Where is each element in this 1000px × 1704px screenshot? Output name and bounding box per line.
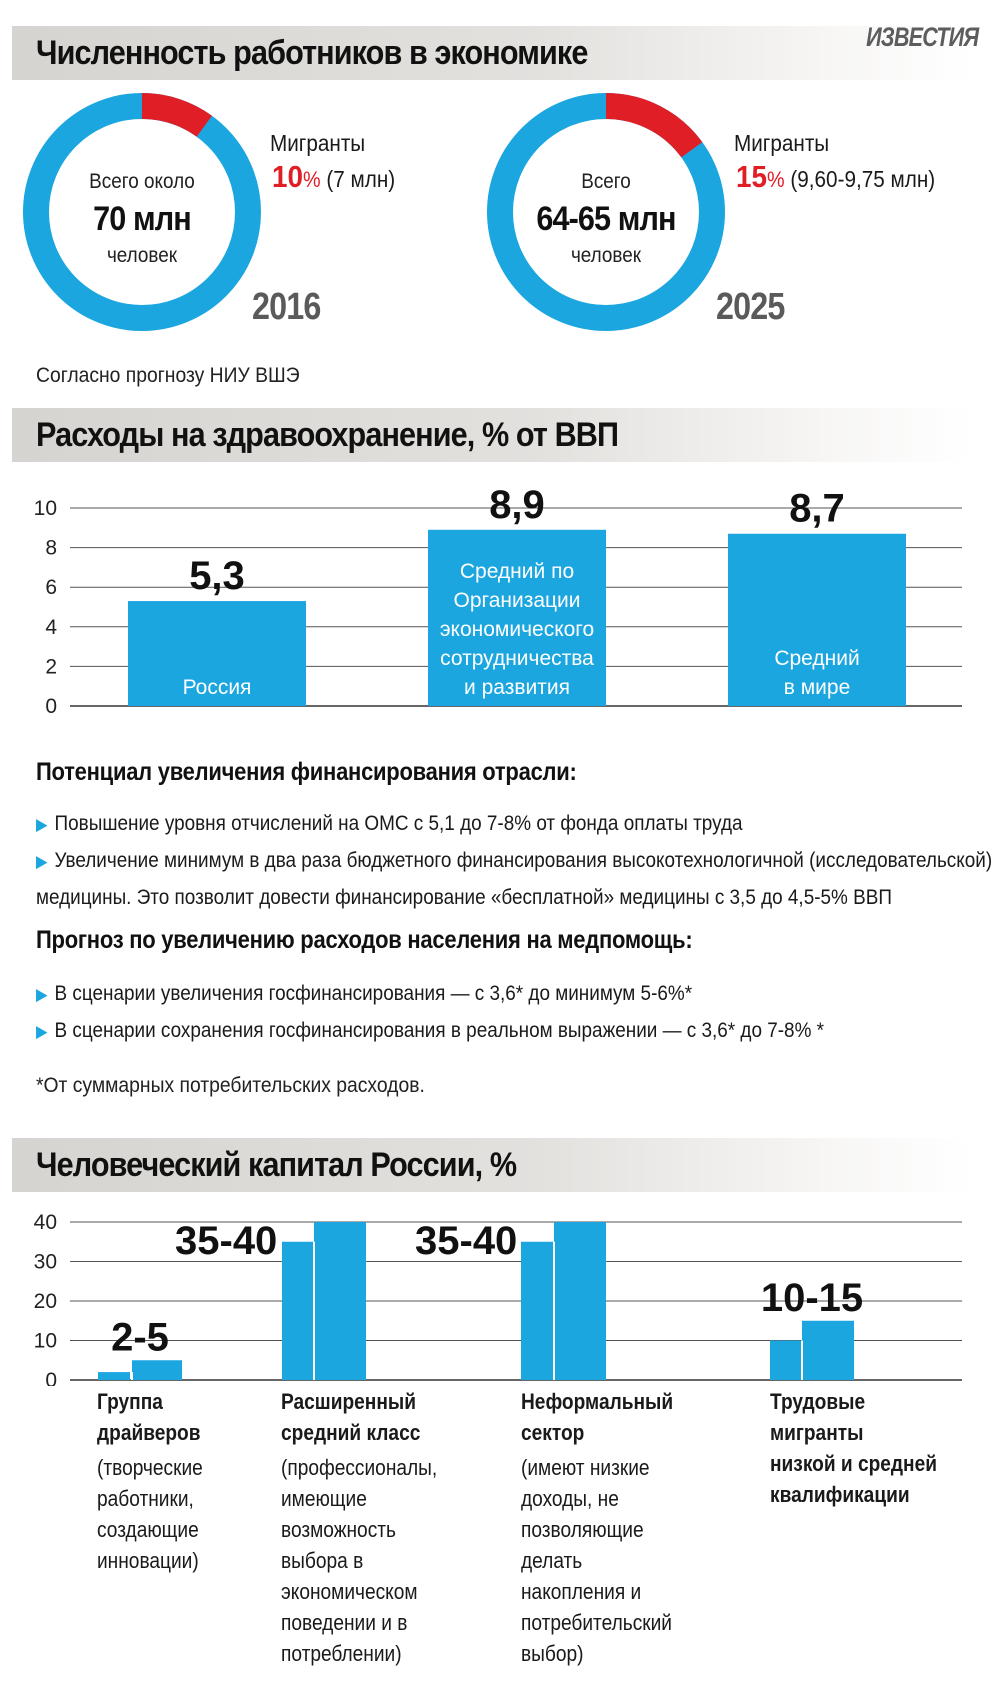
category-label-drivers — [97, 1386, 250, 1576]
brand-logo: ИЗВЕСТИЯ — [865, 22, 978, 52]
range-value-label: 2-5 — [111, 1315, 169, 1360]
bar-category-label: Средний — [774, 647, 860, 670]
range-value-label: 10-15 — [760, 1275, 864, 1320]
section-header-healthcare — [12, 408, 972, 462]
bullet-triangle-icon: ▶ — [36, 985, 48, 1004]
bar-min — [282, 1242, 314, 1380]
category-name-line: мигранты — [770, 1420, 864, 1445]
healthcare-bar-chart — [0, 478, 1000, 728]
bar-max — [554, 1222, 606, 1380]
category-label-informal-sector — [521, 1386, 691, 1669]
y-tick-label: 2 — [45, 655, 57, 679]
bullet-text: Увеличение минимум в два раза бюджетного финансирования высокотехнологичной (исследовательской) — [54, 848, 993, 872]
bar-category-label: Организации — [453, 589, 581, 612]
migrants-label-2025 — [734, 128, 829, 158]
donut-center-2016 — [42, 168, 242, 270]
bar-min — [98, 1372, 130, 1380]
bullet-triangle-icon: ▶ — [36, 815, 48, 834]
bullet-text: В сценарии сохранения госфинансирования в реальном выражении — с 3,6* до 7-8% * — [54, 1018, 825, 1042]
bar-category-label: Средний по — [459, 560, 575, 583]
source-note: Согласно прогнозу НИУ ВШЭ — [36, 364, 300, 387]
category-name-line: квалификации — [770, 1482, 910, 1507]
section-title: Расходы на здравоохранение, % от ВВП — [36, 416, 619, 454]
bullet-triangle-icon: ▶ — [36, 852, 48, 871]
bullet-text: В сценарии увеличения госфинансирования — с 3,6* до минимум 5-6%* — [54, 981, 693, 1005]
category-name-line: Группа — [97, 1389, 163, 1414]
migrants-percent: 15 — [736, 159, 768, 194]
category-description: (профессионалы, имеющие возможность выбора в экономическом поведении и в потреблении) — [281, 1455, 438, 1666]
bullet-triangle-icon: ▶ — [36, 1022, 48, 1041]
year-label-2016: 2016 — [252, 286, 321, 328]
footnote: *От суммарных потребительских расходов. — [36, 1074, 425, 1097]
bar-max — [132, 1360, 182, 1380]
y-tick-label: 10 — [33, 497, 57, 520]
potential-heading: Потенциал увеличения финансирования отрасли: — [36, 758, 577, 786]
bar-max — [314, 1222, 366, 1380]
donut-line1: Всего около — [89, 170, 195, 193]
bar-category-label: в мире — [783, 676, 851, 699]
y-tick-label: 4 — [45, 615, 57, 639]
y-tick-label: 8 — [45, 536, 57, 560]
human-capital-bar-chart — [0, 1196, 1000, 1386]
donut-total-value: 70 млн — [93, 200, 191, 238]
category-name-line: Трудовые — [770, 1389, 866, 1414]
y-tick-label: 6 — [45, 576, 57, 600]
category-label-migrants — [770, 1386, 940, 1510]
donut-center-2025 — [506, 168, 706, 270]
category-label-middle-class — [281, 1386, 451, 1669]
range-value-label: 35-40 — [415, 1219, 518, 1263]
bar-min — [770, 1341, 802, 1381]
migrants-detail: (7 млн) — [320, 166, 396, 192]
bullet-text: Повышение уровня отчислений на ОМС с 5,1 до 7-8% от фонда оплаты труда — [54, 811, 743, 835]
bar-category-label: экономического — [439, 618, 595, 641]
migrants-percent: 10 — [272, 159, 304, 194]
bar-category-label: Россия — [182, 676, 252, 699]
migrants-label-2016 — [270, 128, 365, 158]
percent-sign: % — [303, 167, 321, 192]
percent-sign: % — [767, 167, 785, 192]
y-tick-label: 40 — [33, 1211, 57, 1234]
bar-category-label: и развития — [464, 676, 570, 699]
forecast-item-2 — [36, 1013, 824, 1049]
bar-value-label: 5,3 — [189, 554, 245, 599]
bar-category-label: сотрудничества — [440, 647, 594, 670]
category-name-line: Расширенный — [281, 1389, 416, 1414]
category-name-line: Неформальный — [521, 1389, 674, 1414]
forecast-heading: Прогноз по увеличению расходов населения на медпомощь: — [36, 926, 693, 954]
category-name-line: драйверов — [97, 1420, 201, 1445]
potential-item-2 — [36, 843, 992, 879]
donut-line3: человек — [106, 244, 178, 267]
section-title: Человеческий капитал России, % — [36, 1146, 517, 1184]
category-name-line: средний класс — [281, 1420, 421, 1445]
category-name-line: сектор — [521, 1420, 585, 1445]
donut-total-value: 64-65 млн — [536, 200, 676, 238]
category-description: (творческие работники, создающие инновации) — [97, 1455, 203, 1573]
section-header-human-capital — [12, 1138, 972, 1192]
migrants-title: Мигранты — [734, 130, 830, 156]
y-tick-label: 20 — [33, 1290, 57, 1313]
migrants-title: Мигранты — [270, 130, 366, 156]
category-description: (имеют низкие доходы, не позволяющие делать накопления и потребительский выбор) — [521, 1455, 672, 1666]
forecast-item-1 — [36, 976, 692, 1012]
category-name-line: низкой и средней — [770, 1451, 937, 1476]
donut-line3: человек — [570, 244, 642, 267]
range-value-label: 35-40 — [175, 1219, 278, 1263]
y-tick-label: 0 — [45, 695, 57, 718]
migrants-detail: (9,60-9,75 млн) — [784, 166, 936, 192]
migrants-value-2025 — [736, 159, 936, 195]
y-tick-label: 0 — [45, 1369, 57, 1386]
bar-max — [802, 1321, 854, 1380]
bar-value-label: 8,7 — [789, 486, 845, 531]
y-tick-label: 30 — [33, 1250, 57, 1274]
donut-line1: Всего — [581, 170, 631, 193]
y-tick-label: 10 — [33, 1329, 57, 1353]
section-header-workforce — [12, 26, 972, 80]
bar-value-label: 8,9 — [489, 482, 545, 527]
migrants-value-2016 — [272, 159, 396, 195]
potential-item-1 — [36, 806, 743, 842]
year-label-2025: 2025 — [716, 286, 785, 328]
potential-item-2-continued: медицины. Это позволит довести финансирование «бесплатной» медицины с 3,5 до 4,5-5% ВВП — [36, 885, 892, 909]
bar-min — [521, 1242, 553, 1380]
section-title: Численность работников в экономике — [36, 34, 588, 72]
